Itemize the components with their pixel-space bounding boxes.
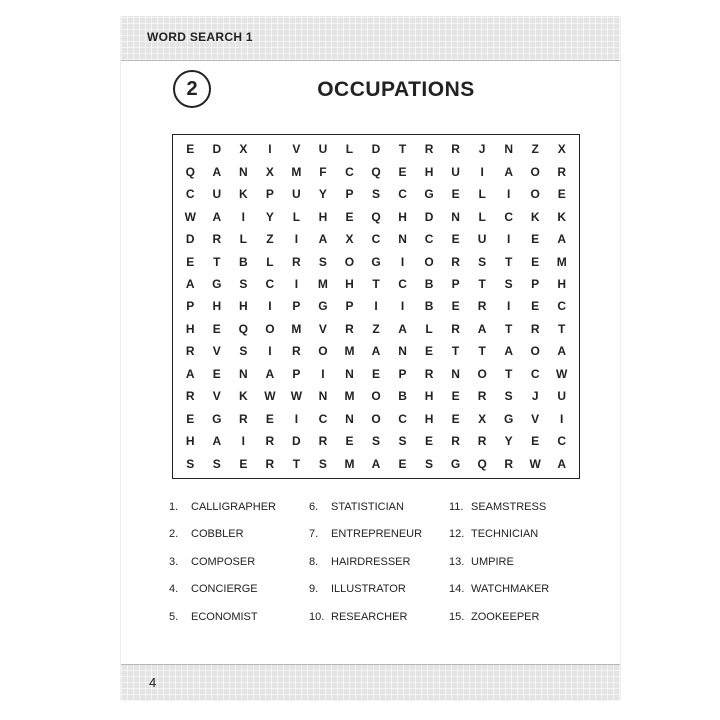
word-number: 13. — [449, 555, 465, 568]
grid-cell: O — [371, 389, 381, 404]
grid-cell: R — [557, 164, 567, 179]
word-number: 1. — [169, 500, 179, 513]
grid-cell: A — [398, 321, 407, 336]
grid-cell: E — [531, 434, 540, 449]
grid-cell: Q — [238, 321, 248, 336]
grid-cell: L — [478, 187, 486, 202]
word-number: 4. — [169, 583, 179, 596]
word-number: 7. — [309, 528, 319, 541]
grid-cell: N — [451, 209, 460, 224]
grid-cell: S — [504, 277, 513, 292]
word-number: 3. — [169, 555, 179, 568]
grid-cell: E — [451, 232, 460, 247]
grid-cell: G — [212, 411, 222, 426]
word-text: TECHNICIAN — [471, 528, 539, 541]
grid-cell: P — [345, 299, 354, 314]
grid-cell: O — [344, 254, 355, 269]
word-list-item — [449, 521, 589, 549]
grid-cell: R — [477, 299, 487, 314]
grid-cell: V — [212, 389, 221, 404]
grid-cell: I — [268, 344, 272, 359]
word-text: SEAMSTRESS — [471, 500, 547, 513]
grid-cell: C — [424, 232, 434, 247]
grid-cell: I — [480, 164, 484, 179]
grid-cell: R — [265, 456, 275, 471]
grid-cell: A — [212, 209, 222, 224]
grid-cell: T — [504, 366, 513, 381]
footer-band — [121, 664, 620, 701]
grid-cell: A — [371, 344, 381, 359]
grid-cell: R — [345, 321, 354, 336]
grid-cell: R — [185, 344, 195, 359]
grid-cell: E — [212, 321, 221, 336]
grid-cell: D — [185, 232, 195, 247]
grid-cell: H — [185, 321, 195, 336]
grid-cell: Q — [477, 456, 487, 471]
grid-cell: P — [531, 277, 540, 292]
grid-cell: L — [425, 321, 433, 336]
word-text: COMPOSER — [191, 555, 256, 568]
grid-cell: N — [504, 142, 513, 157]
grid-cell: C — [185, 187, 195, 202]
grid-cell: C — [398, 187, 407, 202]
grid-cell: S — [371, 434, 380, 449]
grid-cell: I — [294, 232, 299, 247]
grid-cell: I — [400, 299, 405, 314]
grid-cell: T — [398, 142, 407, 157]
grid-cell: W — [556, 366, 568, 381]
header-title: WORD SEARCH 1 — [147, 30, 253, 44]
grid-cell: I — [506, 187, 511, 202]
word-number: 9. — [309, 583, 319, 596]
grid-cell: T — [478, 277, 486, 292]
grid-cell: E — [239, 456, 248, 471]
word-list-item — [169, 548, 309, 576]
grid-cell: R — [477, 389, 487, 404]
grid-cell: S — [371, 187, 380, 202]
grid-cell: Q — [185, 164, 195, 179]
grid-cell: W — [264, 389, 276, 404]
word-text: ENTREPRENEUR — [331, 528, 423, 541]
grid-cell: M — [344, 389, 355, 404]
grid-cell: W — [184, 209, 196, 224]
grid-cell: S — [504, 389, 513, 404]
grid-cell: Q — [371, 164, 381, 179]
grid-cell: N — [238, 366, 248, 381]
grid-cell: X — [478, 411, 487, 426]
grid-cell: E — [531, 254, 540, 269]
grid-cell: H — [345, 277, 354, 292]
grid-cell: S — [239, 344, 248, 359]
grid-cell: K — [557, 209, 567, 224]
word-number: 2. — [169, 528, 179, 541]
word-text: ZOOKEEPER — [471, 610, 540, 623]
grid-cell: P — [186, 299, 195, 314]
grid-cell: V — [318, 321, 327, 336]
word-text: UMPIRE — [471, 555, 514, 568]
grid-cell: R — [318, 434, 328, 449]
grid-cell: I — [241, 434, 245, 449]
grid-cell: C — [557, 299, 567, 314]
grid-cell: X — [557, 142, 566, 157]
grid-cell: B — [424, 299, 434, 314]
word-list-item — [449, 603, 589, 631]
grid-cell: C — [398, 277, 407, 292]
grid-cell: R — [185, 389, 195, 404]
word-text: COBBLER — [191, 528, 244, 541]
grid-cell: S — [318, 254, 327, 269]
book-page — [120, 16, 621, 700]
grid-cell: A — [212, 434, 222, 449]
grid-cell: G — [371, 254, 381, 269]
grid-cell: R — [451, 434, 460, 449]
grid-cell: P — [451, 277, 460, 292]
grid-cell: T — [478, 344, 486, 359]
grid-cell: F — [319, 164, 327, 179]
word-list-item — [169, 603, 309, 631]
grid-cell: U — [318, 142, 328, 157]
grid-cell: E — [186, 411, 195, 426]
grid-cell: U — [212, 187, 222, 202]
grid-cell: C — [345, 164, 354, 179]
grid-cell: R — [265, 434, 275, 449]
grid-cell: O — [371, 411, 381, 426]
word-list-item — [309, 548, 449, 576]
grid-cell: E — [531, 232, 540, 247]
word-list-item — [309, 493, 449, 521]
grid-cell: D — [212, 142, 222, 157]
grid-cell: I — [268, 299, 272, 314]
grid-cell: A — [371, 456, 381, 471]
grid-cell: S — [425, 456, 434, 471]
grid-cell: D — [292, 434, 301, 449]
grid-cell: T — [504, 254, 513, 269]
grid-cell: Z — [266, 232, 274, 247]
grid-cell: A — [557, 344, 567, 359]
grid-cell: I — [374, 299, 378, 314]
grid-cell: C — [265, 277, 275, 292]
grid-cell: R — [424, 142, 434, 157]
grid-cell: R — [504, 456, 513, 471]
word-number: 15. — [449, 610, 465, 623]
word-number: 12. — [449, 528, 465, 541]
grid-cell: A — [265, 366, 275, 381]
grid-cell: E — [186, 142, 195, 157]
grid-cell: O — [530, 187, 540, 202]
grid-cell: H — [238, 299, 248, 314]
grid-cell: I — [506, 299, 511, 314]
grid-cell: M — [344, 344, 355, 359]
word-number: 8. — [309, 555, 319, 568]
grid-cell: H — [424, 411, 434, 426]
word-list-item — [169, 576, 309, 604]
word-list-item — [449, 576, 589, 604]
grid-cell: O — [477, 366, 487, 381]
grid-cell: S — [186, 456, 195, 471]
grid-cell: Q — [371, 209, 381, 224]
word-text: RESEARCHER — [331, 610, 408, 623]
word-number: 5. — [169, 610, 179, 623]
grid-cell: N — [345, 411, 354, 426]
word-list-item — [449, 548, 589, 576]
grid-cell: Z — [531, 142, 539, 157]
grid-cell: M — [556, 254, 567, 269]
grid-cell: K — [238, 389, 248, 404]
word-list-item — [169, 521, 309, 549]
grid-cell: R — [424, 366, 434, 381]
word-list-item — [309, 521, 449, 549]
grid-cell: H — [398, 209, 407, 224]
grid-cell: T — [451, 344, 460, 359]
grid-cell: I — [294, 277, 299, 292]
word-text: ECONOMIST — [191, 610, 258, 623]
grid-cell: G — [450, 456, 461, 471]
grid-cell: A — [504, 344, 513, 359]
grid-cell: G — [318, 299, 328, 314]
grid-cell: I — [400, 254, 405, 269]
letter-grid — [172, 134, 580, 479]
grid-cell: D — [371, 142, 381, 157]
grid-cell: N — [345, 366, 354, 381]
grid-cell: L — [266, 254, 274, 269]
grid-cell: E — [371, 366, 380, 381]
grid-cell: S — [318, 456, 327, 471]
word-number: 10. — [309, 610, 325, 623]
grid-cell: E — [212, 366, 221, 381]
grid-cell: A — [185, 366, 195, 381]
grid-cell: E — [265, 411, 274, 426]
word-text: CONCIERGE — [191, 583, 258, 596]
grid-cell: U — [557, 389, 567, 404]
grid-cell: C — [318, 411, 328, 426]
puzzle-number-badge — [173, 70, 211, 108]
grid-cell: T — [372, 277, 380, 292]
grid-cell: U — [477, 232, 487, 247]
grid-cell: E — [531, 299, 540, 314]
grid-cell: M — [344, 456, 355, 471]
grid-cell: G — [503, 411, 514, 426]
grid-cell: X — [265, 164, 274, 179]
grid-cell: E — [345, 209, 354, 224]
grid-cell: I — [506, 232, 511, 247]
grid-cell: O — [530, 344, 540, 359]
grid-cell: L — [292, 209, 301, 224]
grid-cell: J — [478, 142, 486, 157]
grid-cell: E — [398, 456, 407, 471]
grid-cell: H — [185, 434, 195, 449]
grid-cell: I — [294, 411, 299, 426]
grid-cell: S — [398, 434, 407, 449]
grid-cell: V — [531, 411, 540, 426]
grid-cell: O — [530, 164, 540, 179]
grid-cell: U — [292, 187, 301, 202]
grid-cell: S — [239, 277, 248, 292]
grid-cell: E — [451, 187, 460, 202]
grid-cell: K — [238, 187, 248, 202]
grid-cell: H — [424, 389, 434, 404]
word-text: WATCHMAKER — [471, 583, 550, 596]
grid-cell: H — [557, 277, 567, 292]
grid-cell: R — [451, 142, 460, 157]
grid-cell: P — [398, 366, 407, 381]
grid-cell: E — [451, 389, 460, 404]
grid-cell: J — [531, 389, 539, 404]
grid-cell: T — [292, 456, 301, 471]
grid-cell: M — [291, 321, 302, 336]
grid-cell: N — [451, 366, 460, 381]
grid-cell: R — [477, 434, 487, 449]
grid-cell: H — [318, 209, 328, 224]
grid-cell: V — [212, 344, 221, 359]
grid-cell: Y — [265, 209, 274, 224]
grid-cell: X — [345, 232, 354, 247]
grid-cell: W — [290, 389, 303, 404]
grid-cell: R — [292, 344, 301, 359]
grid-cell: H — [212, 299, 222, 314]
word-list-item — [309, 576, 449, 604]
grid-cell: A — [557, 232, 567, 247]
grid-cell: M — [291, 164, 302, 179]
grid-cell: P — [345, 187, 354, 202]
grid-cell: Y — [504, 434, 513, 449]
grid-cell: N — [398, 344, 407, 359]
grid-cell: N — [318, 389, 328, 404]
word-number: 14. — [449, 583, 465, 596]
grid-cell: W — [529, 456, 541, 471]
page-number: 4 — [149, 675, 157, 690]
grid-cell: L — [345, 142, 354, 157]
grid-cell: P — [265, 187, 274, 202]
grid-cell: A — [185, 277, 195, 292]
grid-cell: H — [424, 164, 434, 179]
grid-cell: U — [451, 164, 460, 179]
word-text: STATISTICIAN — [331, 500, 404, 513]
grid-cell: R — [530, 321, 540, 336]
grid-cell: R — [451, 254, 460, 269]
grid-cell: T — [558, 321, 566, 336]
word-text: CALLIGRAPHER — [191, 500, 276, 513]
grid-cell: E — [186, 254, 195, 269]
grid-cell: A — [212, 164, 222, 179]
grid-cell: A — [504, 164, 513, 179]
grid-cell: A — [477, 321, 487, 336]
grid-cell: M — [317, 277, 328, 292]
header-band — [121, 16, 620, 61]
grid-cell: R — [212, 232, 222, 247]
word-list-item — [169, 493, 309, 521]
grid-cell: L — [478, 209, 486, 224]
grid-cell: E — [425, 434, 434, 449]
grid-cell: N — [238, 164, 248, 179]
grid-cell: O — [265, 321, 275, 336]
grid-cell: C — [371, 232, 381, 247]
grid-cell: T — [504, 321, 513, 336]
grid-cell: I — [241, 209, 245, 224]
grid-cell: T — [213, 254, 221, 269]
grid-cell: B — [238, 254, 248, 269]
grid-cell: N — [398, 232, 407, 247]
grid-cell: R — [238, 411, 248, 426]
word-text: ILLUSTRATOR — [331, 583, 406, 596]
grid-cell: P — [292, 366, 301, 381]
word-number: 6. — [309, 500, 319, 513]
word-number: 11. — [449, 500, 464, 513]
grid-cell: I — [321, 366, 325, 381]
grid-cell: L — [239, 232, 247, 247]
grid-cell: I — [560, 411, 564, 426]
grid-cell: O — [318, 344, 328, 359]
grid-cell: R — [292, 254, 301, 269]
word-text: HAIRDRESSER — [331, 555, 411, 568]
grid-cell: G — [212, 277, 222, 292]
grid-cell: E — [425, 344, 434, 359]
grid-cell: E — [451, 411, 460, 426]
grid-cell: A — [318, 232, 328, 247]
grid-cell: Y — [318, 187, 327, 202]
grid-cell: S — [212, 456, 221, 471]
grid-cell: E — [451, 299, 460, 314]
grid-cell: Z — [372, 321, 380, 336]
grid-cell: G — [424, 187, 434, 202]
grid-cell: S — [478, 254, 487, 269]
grid-cell: E — [398, 164, 407, 179]
grid-cell: C — [530, 366, 540, 381]
word-list-item — [449, 493, 589, 521]
grid-cell: C — [557, 434, 567, 449]
grid-cell: D — [424, 209, 434, 224]
grid-cell: B — [398, 389, 407, 404]
grid-cell: P — [292, 299, 301, 314]
word-list — [169, 493, 589, 631]
grid-cell: R — [451, 321, 460, 336]
grid-cell: E — [557, 187, 566, 202]
grid-cell: B — [424, 277, 434, 292]
grid-cell: K — [530, 209, 540, 224]
grid-cell: I — [268, 142, 272, 157]
grid-cell: C — [504, 209, 513, 224]
puzzle-number: 2 — [186, 77, 198, 100]
grid-cell: X — [239, 142, 248, 157]
grid-cell: O — [424, 254, 434, 269]
word-list-item — [309, 603, 449, 631]
grid-cell: A — [557, 456, 567, 471]
grid-cell: V — [292, 142, 301, 157]
puzzle-title: OCCUPATIONS — [317, 78, 475, 101]
grid-cell: C — [398, 411, 407, 426]
grid-cell: E — [345, 434, 354, 449]
